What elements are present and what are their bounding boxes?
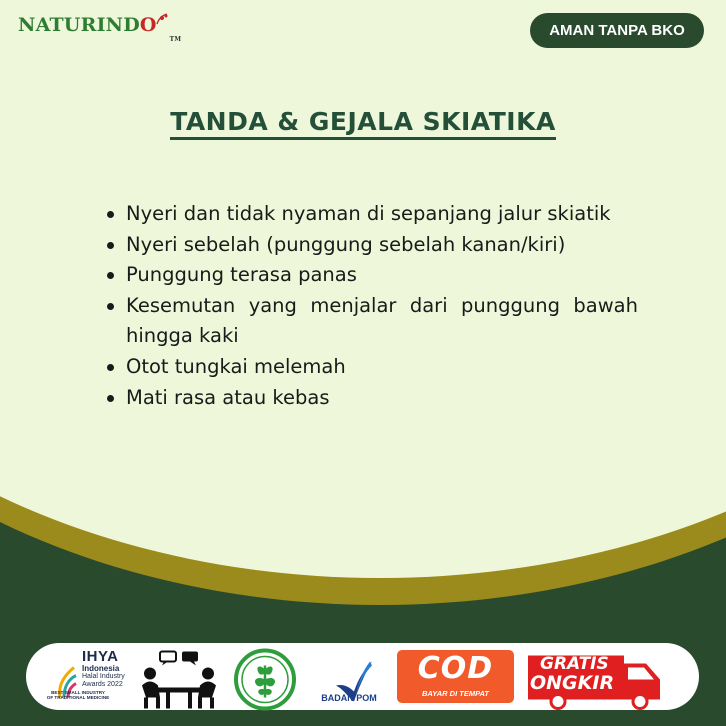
page-title [0, 107, 726, 136]
ihya-title: IHYA [82, 648, 119, 665]
symptom-item: Punggung terasa panas [104, 260, 638, 291]
symptom-item: Nyeri dan tidak nyaman di sepanjang jalur skiatik [104, 199, 638, 230]
brand-logo-text: NATURIND [18, 14, 140, 36]
brand-logo-o: O [139, 14, 157, 36]
symptom-item: Otot tungkai melemah [104, 352, 638, 383]
brand-logo [18, 14, 181, 42]
ihya-footer [38, 690, 118, 701]
ihya-footer-line1: BEST SMALL INDUSTRY [51, 690, 105, 695]
symptom-item: Kesemutan yang menjalar dari punggung bawah hingga kaki [104, 291, 638, 352]
herbal-leaf-icon [233, 646, 297, 713]
symptom-list [104, 199, 638, 413]
ihya-footer-line2: OF TRADITIONAL MEDICINE [46, 695, 110, 701]
symptom-item: Nyeri sebelah (punggung sebelah kanan/kiri) [104, 230, 638, 261]
ongkir-label: ONGKIR [530, 672, 615, 694]
ihya-line3: Awards 2022 [82, 680, 123, 688]
cod-title: COD [417, 651, 494, 686]
page-title-text: TANDA & GEJALA SKIATIKA [170, 107, 556, 140]
ihya-line1: Indonesia [82, 664, 120, 673]
trademark-mark: TM [169, 36, 182, 43]
gratis-label: GRATIS [540, 654, 609, 674]
safety-badge: AMAN TANPA BKO [530, 13, 704, 48]
ihya-line2: Halal Industry [82, 673, 125, 680]
symptom-item: Mati rasa atau kebas [104, 383, 638, 414]
ihya-award-text [82, 649, 125, 688]
ihya-logo-icon [56, 648, 78, 715]
meeting-people-icon [138, 646, 220, 713]
leaf-sprig-icon [155, 12, 169, 26]
cod-subtitle: BAYAR DI TEMPAT [422, 689, 489, 698]
badan-pom-icon [330, 648, 374, 715]
badan-pom-label: BADAN POM [321, 693, 377, 703]
